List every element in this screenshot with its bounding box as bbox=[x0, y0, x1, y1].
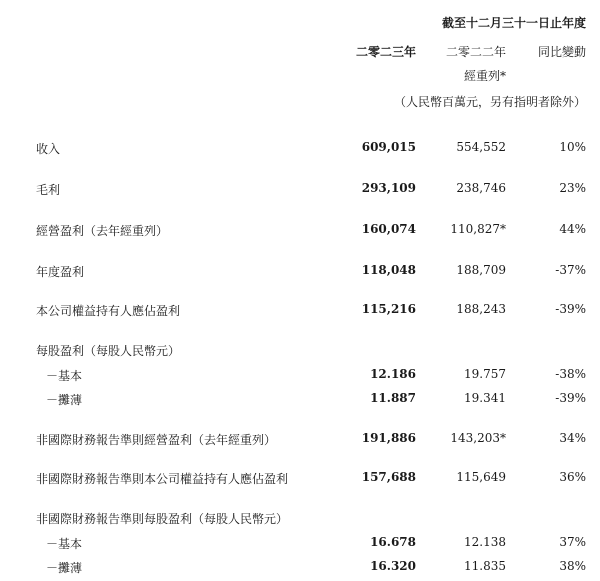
row-label: 本公司權益持有人應佔盈利 bbox=[36, 304, 181, 318]
value-2023: 12.186 bbox=[370, 367, 416, 381]
row-label: 經營盈利（去年經重列） bbox=[36, 224, 169, 238]
row-label: －基本 bbox=[46, 369, 83, 383]
value-2022: 143,203* bbox=[450, 431, 506, 445]
value-2023: 191,886 bbox=[361, 431, 416, 445]
value-2022: 12.138 bbox=[464, 535, 506, 549]
value-yoy: 34% bbox=[559, 431, 586, 445]
value-2023: 115,216 bbox=[361, 302, 416, 316]
column-header-2022: 二零二二年 bbox=[445, 45, 506, 59]
section-heading-row bbox=[0, 510, 600, 528]
row-label: －攤薄 bbox=[46, 561, 83, 575]
row-label: 非國際財務報告準則經營盈利（去年經重列） bbox=[36, 433, 277, 447]
value-2022: 188,709 bbox=[456, 263, 506, 277]
value-yoy: 23% bbox=[559, 181, 586, 195]
row-label: 非國際財務報告準則本公司權益持有人應佔盈利 bbox=[36, 472, 289, 486]
restated-note: 經重列* bbox=[463, 69, 506, 83]
row-label: 收入 bbox=[36, 142, 61, 156]
value-yoy: 36% bbox=[559, 470, 586, 484]
value-yoy: 44% bbox=[559, 222, 586, 236]
value-yoy: 10% bbox=[559, 140, 586, 154]
table-row bbox=[0, 140, 600, 158]
value-2022: 115,649 bbox=[456, 470, 506, 484]
period-header: 截至十二月三十一日止年度 bbox=[441, 16, 586, 30]
value-2023: 160,074 bbox=[361, 222, 416, 236]
value-2023: 157,688 bbox=[361, 470, 416, 484]
row-label: 年度盈利 bbox=[36, 265, 85, 279]
table-row bbox=[0, 559, 600, 577]
row-label: 毛利 bbox=[36, 183, 61, 197]
table-row bbox=[0, 263, 600, 281]
value-yoy: -39% bbox=[555, 302, 586, 316]
value-yoy: -39% bbox=[555, 391, 586, 405]
table-row bbox=[0, 391, 600, 409]
value-2023: 16.320 bbox=[370, 559, 416, 573]
column-header-yoy: 同比變動 bbox=[537, 45, 586, 59]
value-2023: 16.678 bbox=[370, 535, 416, 549]
table-row bbox=[0, 302, 600, 320]
table-row bbox=[0, 367, 600, 385]
value-2022: 11.835 bbox=[464, 559, 506, 573]
value-yoy: -37% bbox=[555, 263, 586, 277]
row-label: －攤薄 bbox=[46, 393, 83, 407]
row-label: 每股盈利（每股人民幣元） bbox=[36, 344, 181, 358]
value-2022: 19.341 bbox=[464, 391, 506, 405]
row-label: 非國際財務報告準則每股盈利（每股人民幣元） bbox=[36, 512, 289, 526]
table-row bbox=[0, 431, 600, 449]
value-yoy: -38% bbox=[555, 367, 586, 381]
value-2023: 293,109 bbox=[361, 181, 416, 195]
column-header-2023: 二零二三年 bbox=[355, 45, 416, 59]
table-row bbox=[0, 181, 600, 199]
section-heading-row bbox=[0, 342, 600, 360]
table-row bbox=[0, 470, 600, 488]
value-2023: 11.887 bbox=[370, 391, 416, 405]
value-2023: 118,048 bbox=[361, 263, 416, 277]
row-label: －基本 bbox=[46, 537, 83, 551]
value-2022: 554,552 bbox=[456, 140, 506, 154]
table-row bbox=[0, 535, 600, 553]
value-2022: 110,827* bbox=[450, 222, 506, 236]
unit-note: （人民幣百萬元，另有指明者除外） bbox=[393, 95, 586, 109]
value-2022: 188,243 bbox=[456, 302, 506, 316]
value-yoy: 37% bbox=[559, 535, 586, 549]
value-2023: 609,015 bbox=[361, 140, 416, 154]
value-yoy: 38% bbox=[559, 559, 586, 573]
table-row bbox=[0, 222, 600, 240]
value-2022: 19.757 bbox=[464, 367, 506, 381]
value-2022: 238,746 bbox=[456, 181, 506, 195]
